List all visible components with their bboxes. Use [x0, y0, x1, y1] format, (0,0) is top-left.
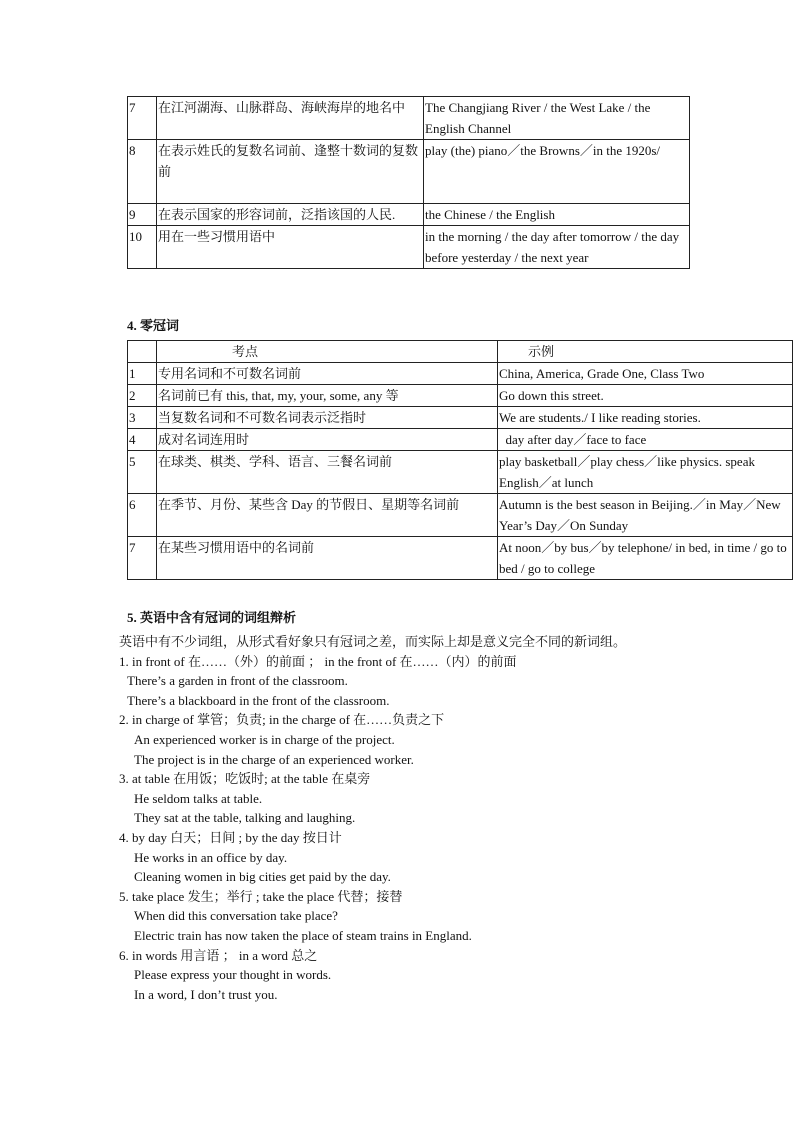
- usage-example: play basketball／play chess／like physics. speak English／at lunch: [498, 451, 793, 494]
- section-4-title: 4. 零冠词: [127, 318, 180, 333]
- example-sentence: The project is in the charge of an experienced worker.: [134, 751, 414, 767]
- phrase-heading: 3. at table 在用饭；吃饭时; at the table 在桌旁: [119, 771, 371, 787]
- example-sentence: He works in an office by day.: [134, 849, 288, 865]
- table-row: [128, 537, 793, 580]
- usage-example: The Changjiang River / the West Lake / the English Channel: [424, 97, 690, 140]
- usage-point: 在某些习惯用语中的名词前: [157, 537, 498, 580]
- example-sentence: Cleaning women in big cities get paid by the day.: [134, 869, 391, 885]
- usage-point: 在表示国家的形容词前，泛指该国的人民.: [157, 204, 424, 226]
- table-row: [128, 385, 793, 407]
- row-number: 3: [128, 407, 157, 429]
- phrase-heading: 5. take place 发生；举行 ; take the place 代替；接替: [119, 888, 403, 904]
- phrase-heading: 1. in front of 在……（外）的前面 ； in the front of 在……（内）的前面: [119, 653, 517, 669]
- row-number: 7: [128, 97, 157, 140]
- row-number: 1: [128, 363, 157, 385]
- example-sentence: They sat at the table, talking and laughing.: [134, 810, 356, 826]
- row-number: 5: [128, 451, 157, 494]
- header-number-cell: [128, 341, 157, 363]
- row-number: 8: [128, 140, 157, 204]
- usage-point: 名词前已有 this, that, my, your, some, any 等: [157, 385, 498, 407]
- example-sentence: When did this conversation take place?: [134, 908, 338, 924]
- usage-example: China, America, Grade One, Class Two: [498, 363, 793, 385]
- section-5-title: 5. 英语中含有冠词的词组辩析: [127, 610, 297, 625]
- table-header-row: [128, 341, 793, 363]
- usage-example: Go down this street.: [498, 385, 793, 407]
- usage-point: 在季节、月份、某些含 Day 的节假日、星期等名词前: [157, 494, 498, 537]
- articles-table-continued: [127, 96, 690, 269]
- zero-article-table: [127, 340, 793, 580]
- phrase-heading: 4. by day 白天；日间 ; by the day 按日计: [119, 829, 342, 845]
- usage-example: day after day／face to face: [498, 429, 793, 451]
- table-row: [128, 451, 793, 494]
- table-row: [128, 429, 793, 451]
- usage-example: We are students./ I like reading stories.: [498, 407, 793, 429]
- example-sentence: In a word, I don’t trust you.: [134, 986, 278, 1002]
- header-example: 示例: [498, 341, 793, 363]
- example-sentence: An experienced worker is in charge of the project.: [134, 731, 395, 747]
- usage-point: 当复数名词和不可数名词表示泛指时: [157, 407, 498, 429]
- example-sentence: Please express your thought in words.: [134, 967, 332, 983]
- row-number: 9: [128, 204, 157, 226]
- usage-point: 专用名词和不可数名词前: [157, 363, 498, 385]
- usage-example: play (the) piano／the Browns／in the 1920s/: [424, 140, 690, 204]
- section-5-intro: 英语中有不少词组，从形式看好象只有冠词之差，而实际上却是意义完全不同的新词组。: [119, 634, 627, 649]
- example-sentence: Electric train has now taken the place of steam trains in England.: [134, 927, 472, 943]
- phrase-comparison-section: [119, 632, 719, 1004]
- row-number: 6: [128, 494, 157, 537]
- usage-point: 成对名词连用时: [157, 429, 498, 451]
- usage-point: 在江河湖海、山脉群岛、海峡海岸的地名中: [157, 97, 424, 140]
- usage-example: the Chinese / the English: [424, 204, 690, 226]
- row-number: 2: [128, 385, 157, 407]
- table-row: [128, 204, 690, 226]
- header-point: 考点: [157, 341, 498, 363]
- table-row: [128, 140, 690, 204]
- table-row: [128, 226, 690, 269]
- table-row: [128, 97, 690, 140]
- phrase-heading: 6. in words 用言语 ； in a word 总之: [119, 947, 318, 963]
- table-row: [128, 363, 793, 385]
- example-sentence: There’s a blackboard in the front of the classroom.: [127, 692, 390, 708]
- table-row: [128, 494, 793, 537]
- example-sentence: He seldom talks at table.: [134, 790, 263, 806]
- row-number: 10: [128, 226, 157, 269]
- usage-example: in the morning / the day after tomorrow / the day before yesterday / the next year: [424, 226, 690, 269]
- usage-example: Autumn is the best season in Beijing.／in May／New Year’s Day／On Sunday: [498, 494, 793, 537]
- usage-point: 用在一些习惯用语中: [157, 226, 424, 269]
- table-row: [128, 407, 793, 429]
- row-number: 4: [128, 429, 157, 451]
- phrase-heading: 2. in charge of 掌管；负责; in the charge of 在……负责之下: [119, 712, 445, 728]
- example-sentence: There’s a garden in front of the classroom.: [127, 673, 348, 689]
- row-number: 7: [128, 537, 157, 580]
- usage-point: 在球类、棋类、学科、语言、三餐名词前: [157, 451, 498, 494]
- usage-example: At noon／by bus／by telephone/ in bed, in time / go to bed / go to college: [498, 537, 793, 580]
- usage-point: 在表示姓氏的复数名词前、逢整十数词的复数前: [157, 140, 424, 204]
